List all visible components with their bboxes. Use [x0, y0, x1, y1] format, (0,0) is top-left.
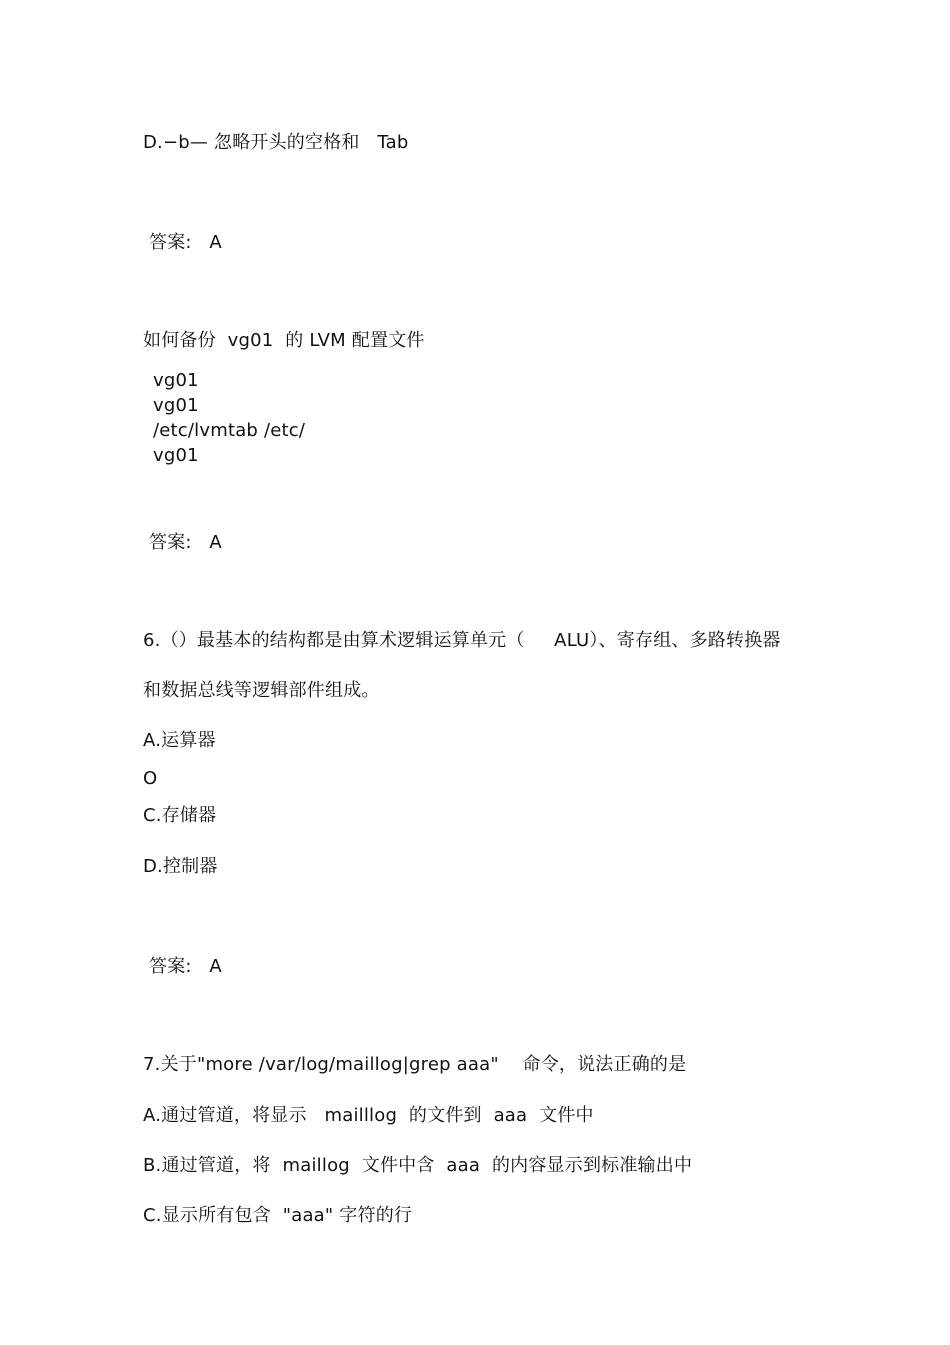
q7-option-c: C.显示所有包含 "aaa" 字符的行: [143, 1205, 413, 1226]
q6-answer: 答案: A: [149, 956, 222, 977]
backup-option-4: vg01: [153, 445, 199, 466]
q6-option-a: A.运算器: [143, 730, 216, 751]
q7-option-b: B.通过管道，将 maillog 文件中含 aaa 的内容显示到标准输出中: [143, 1155, 693, 1176]
backup-answer: 答案: A: [149, 532, 222, 553]
backup-question: 如何备份 vg01 的 LVM 配置文件: [143, 330, 425, 351]
q6-stem-line2: 和数据总线等逻辑部件组成。: [143, 680, 380, 701]
q5-answer: 答案: A: [149, 232, 222, 253]
q6-option-b: O: [143, 768, 158, 789]
backup-option-3: /etc/lvmtab /etc/: [153, 420, 306, 441]
q5-option-d: D.−b— 忽略开头的空格和 Tab: [143, 132, 409, 153]
backup-option-2: vg01: [153, 395, 199, 416]
q6-option-c: C.存储器: [143, 805, 217, 826]
q6-stem-line1: 6.（）最基本的结构都是由算术逻辑运算单元（ ALU）、寄存组、多路转换器: [143, 630, 781, 651]
q7-option-a: A.通过管道，将显示 mailllog 的文件到 aaa 文件中: [143, 1105, 594, 1126]
q6-option-d: D.控制器: [143, 856, 218, 877]
backup-option-1: vg01: [153, 370, 199, 391]
q7-stem: 7.关于"more /var/log/maillog|grep aaa" 命令，说法正确的是: [143, 1054, 687, 1075]
